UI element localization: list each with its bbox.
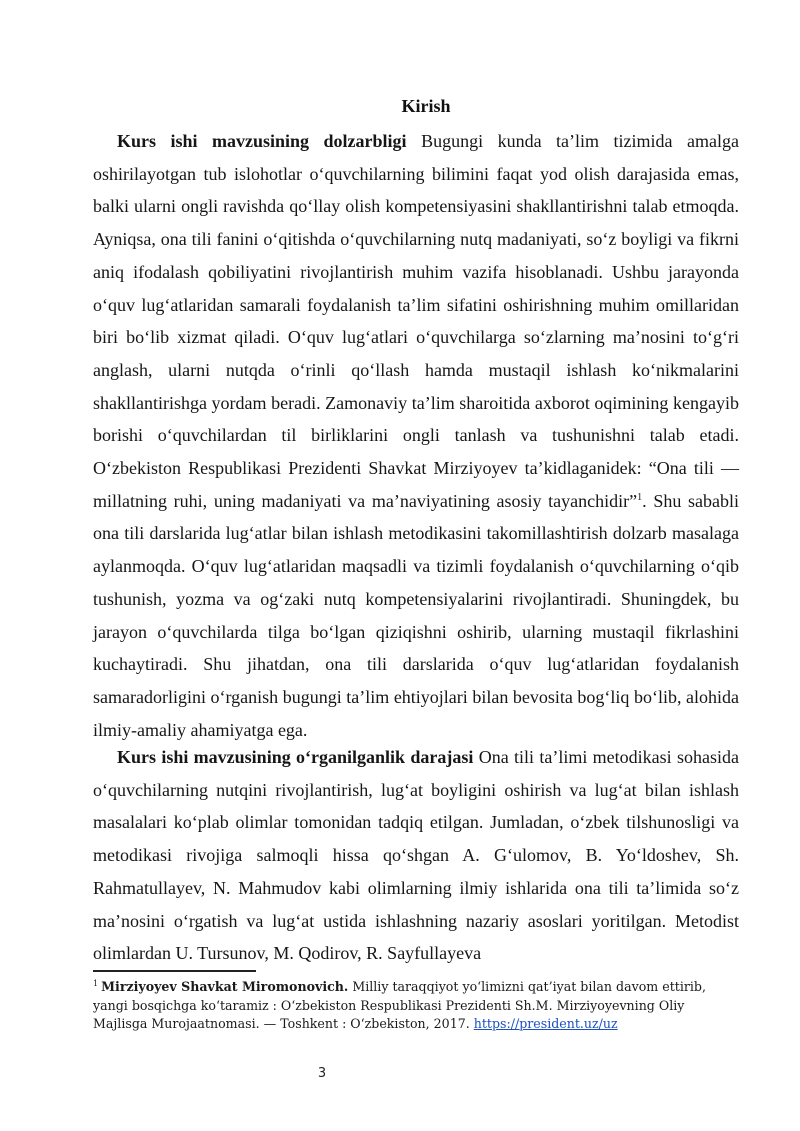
footnote-author: Mirziyoyev Shavkat Miromonovich. [101, 979, 349, 994]
paragraph-text-continued: . Shu sababli ona tili darslarida lug‘atlar bilan ishlash metodikasini takomillashtirish dolzarb masalaga aylanmoqda. O‘quv lug‘atlaridan maqsadli va tizimli foydalanish o‘quvchilarning o‘qib tushunish, yozma va og‘zaki nutq kompetensiyalarini rivojlantiradi. Shuningdek, bu jarayon o‘quvchilarda tilga bo‘lgan qiziqishni oshirib, ularning mustaqil fikrlashini kuchaytiradi. Shu jihatdan, ona tili darslarida o‘quv lug‘atlaridan foydalanish samaradorligini o‘rganish bugungi ta’lim ehtiyojlari bilan bevosita bog‘liq bo‘lib, alohida ilmiy-amaliy ahamiyatga ega. [93, 490, 739, 740]
footnote-text: Milliy taraqqiyot yo‘limizni qat’iyat bilan davom ettirib, yangi bosqichga ko‘taramiz : O‘zbekiston Respublikasi Prezidenti Sh.M. Mirziyoyevning Oliy Majlisga Murojaatnomasi. — Toshkent : O‘zbekiston, 2017. [93, 979, 706, 1031]
paragraph-text: Ona tili ta’limi metodikasi sohasida o‘quvchilarning nutqini rivojlantirish, lug‘at boyligini oshirish va lug‘at bilan ishlash masalalari ko‘plab olimlar tomonidan tadqiq etilgan. Jumladan, o‘zbek tilshunosligi va metodikasi rivojiga salmoqli hissa qo‘shgan A. G‘ulomov, B. Yo‘ldoshev, Sh. Rahmatullayev, N. Mahmudov kabi olimlarning ilmiy ishlarida ona tili ta’limida so‘z ma’nosini o‘rgatish va lug‘at ustida ishlashning nazariy asoslari yoritilgan. Metodist olimlardan U. Tursunov, M. Qodirov, R. Sayfullayeva [93, 747, 739, 964]
paragraph-lead: Kurs ishi mavzusining dolzarbligi [117, 131, 407, 151]
footnote-mark: 1 [93, 978, 99, 988]
footnote-link[interactable]: https://president.uz/uz [473, 1016, 618, 1031]
footnote [93, 978, 739, 1034]
footnote-separator [93, 970, 256, 972]
paragraph-lead: Kurs ishi mavzusining o‘rganilganlik darajasi [117, 747, 474, 767]
section-title: Kirish [401, 96, 451, 116]
footnote-reference[interactable]: 1 [637, 491, 643, 503]
paragraph-study-degree [93, 741, 739, 970]
paragraph-relevance [93, 125, 739, 746]
page-number: 3 [317, 1066, 327, 1081]
paragraph-text: Bugungi kunda ta’lim tizimida amalga oshirilayotgan tub islohotlar o‘quvchilarning bilimini faqat yod olish darajasida emas, balki ularni ongli ravishda qo‘llay olish kompetensiyasini shakllantirishni talab etmoqda. Ayniqsa, ona tili fanini o‘qitishda o‘quvchilarning nutq madaniyati, so‘z boyligi va fikrni aniq ifodalash qobiliyatini rivojlantirish muhim vazifa hisoblanadi. Ushbu jarayonda o‘quv lug‘atlaridan samarali foydalanish ta’lim sifatini oshirishning muhim omillaridan biri bo‘lib xizmat qiladi. O‘quv lug‘atlari o‘quvchilarga so‘zlarning ma’nosini to‘g‘ri anglash, ularni nutqda o‘rinli qo‘llash hamda mustaqil ishlash ko‘nikmalarini shakllantirishga yordam beradi. Zamonaviy ta’lim sharoitida axborot oqimining kengayib borishi o‘quvchilardan til birliklarini ongli tanlash va tushunishni talab etadi. O‘zbekiston Respublikasi Prezidenti Shavkat Mirziyoyev ta’kidlaganidek: “Ona tili — millatning ruhi, uning madaniyati va ma’naviyatining asosiy tayanchidir” [93, 131, 739, 511]
